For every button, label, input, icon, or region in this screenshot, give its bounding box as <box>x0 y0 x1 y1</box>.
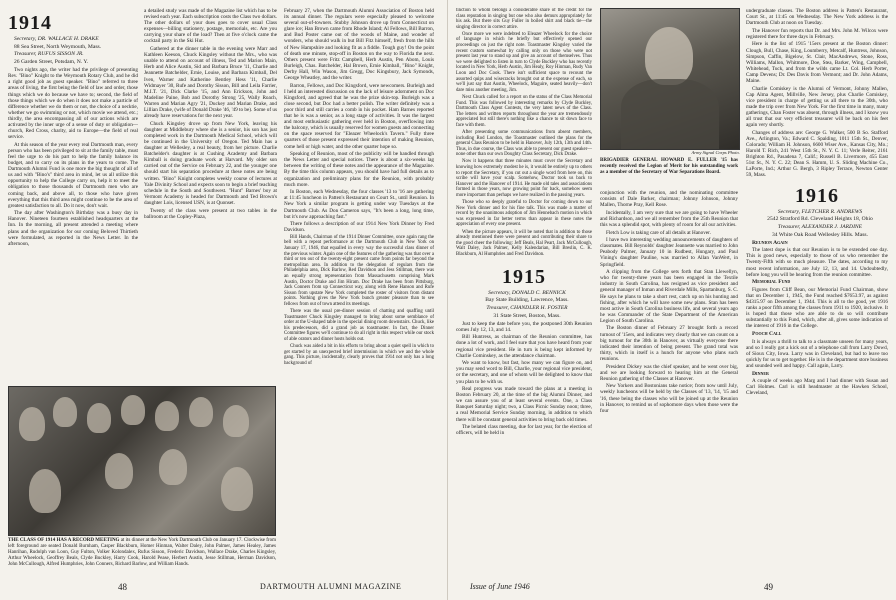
paragraph: Here is the list of 1915 '15ers present at the Boston dinner: Clough, Bull, Chase, King, Loumberry, Metcalf, Huntress, Johnson, Simpson, Caffin, Bigelow, St. Clair, MacAndrews, Stone, Ross, Williams, Mallon, Whitmore, Doe, Stea, Barker, Wing, Campbell, Whitehead, Tuck, and from the wilds came Lt. Col. Herb Porter, Camp Devens; Dr. Des Davis from Vermont; and Dr. John Adams, Maine. <box>746 41 888 85</box>
issue-date: Issue of June 1946 <box>470 582 530 591</box>
paragraph: The Boston dinner of February 27 brought forth a record turnout of '15ers, and indicates very clearly that we can count on a big turnout for the 30th in Hanover, as virtually everyone there indicated their intention of being present. The grand total was thirty, which in itself is a hunch for anyone who plans such reunions. <box>600 325 738 362</box>
page-number-right: 49 <box>764 582 773 592</box>
paragraph: President Dickey was the chief speaker, and he went over big, and we are looking forward to hearing him at the General Reunion gathering of the Classes at Hanover. <box>600 363 738 382</box>
page-number-left: 48 <box>118 582 127 592</box>
left-column-1 <box>8 8 138 380</box>
section-heading: Pooch Call <box>752 330 782 337</box>
paragraph: Now it happens that three minutes must cover the Secretary and knowing how extremely modest he is, it would be entirely up to others to report the Secretary, if you cut out a single word from here on, this scribe will have your scalp. Somehow, Doctor took us back to Hanover and the Hanover of 1914. He made old tales and associations formed in those years, now growing point for back, somehow seem more important than perhaps we have realized in the passing years. <box>456 159 592 198</box>
paragraph: After presenting some communications from absent members, including Rod London, the Toastmaster outlined the plans for the general Class Reunion to be held in Hanover, July 12th, 13th and 14th. Thus, in due course, the Class was able to present our guest speaker—none other than our own Doughty Class Secretary, Dick Drake. <box>456 129 592 158</box>
paragraph: Fletch Low is taking care of all details at Hanover. <box>606 229 711 236</box>
paragraph: I have two interesting wedding announcements of daughters of classmates. Bill Reynolds' daughter Jeannette was married to John Peabody Palmer, January 10 in Rudbest, Hungary, and Paul Vining's daughter Pauline, was married to Allan VanWert, in Springfield. <box>600 237 738 268</box>
photo-caption-1914 <box>8 538 276 568</box>
paragraph: Once more we were indebted to Eleazer Wheelock for the choice of language in which he briefly but effectively opened our proceedings on just the right note. Toastmaster Kingsley varied the recent custom somewhat by calling only on those who were not present last year to stand up and give an account of themselves. Thus we were delighted to listen in turn to Clyde Buckley who has recently located in New York, Herb Austin, Jim Healy, Roy Hinman, Rudy Van Loon and Doc Cook. There isn't sufficient space to recount the assorted quips and wisecracks brought out at the expense of each, so we'll just say that Austin, Wheelock, Maguire, seated heavily—don't dare miss another meeting, Jim. <box>456 31 592 93</box>
secretary-1915: Secretary, DONALD C. BENNICK <box>488 289 566 296</box>
paragraph: undergraduate classes. The Boston address is Patten's Restaurant, Court St., at 11:45 on Wednesday. The New York address is the Dartmouth Club at noon on Tuesday. <box>746 8 888 27</box>
secretary-address-1914: 88 Sea Street, North Weymouth, Mass. <box>14 43 102 50</box>
paragraph: Gathered at the dinner table in the evening were Marr and Kathleen Keeson, Chuck Kingsley without the Mrs., who was unable to attend on account of illness, Ted and Marion Main, Herb and Alice Austin, Sid and Barbara Bruce '11, Charlie and Jeannette Batchelder, Ernie, Louise, and Barbara Kimball, Del Iven, Warner and Katherine Bentley Hess '11, Charlie Widmayer '30, Rufe and Dorothy Sisson, Bill and Leila Farrier, M.I.T. '21, Dick Clarke '15, and Ann Erickson, John and Madeline Paine, Bob and Dorothy Strong '25, Wally Roach, Warren and Marian Agry '21, Duckey and Marian Drake, and Lillian Drake, (wife of Donald Drake '46, '49 to be). Some of us already have reservations for the next year. <box>144 46 277 120</box>
magazine-title: DARTMOUTH ALUMNI MAGAZINE <box>260 582 402 591</box>
paragraph: Barron, Fellows, and Doc Kingsford, were newcomers. Burleigh and I held an interested discussion on the lack of leisure adornment on Doc Kingsford, and agreed that he was the prize skin-top. Burleigh was a close second, but Doc had a better polish. The writer definitely was a poor third and still carries a comb in his pocket. Ham Barnes reported that he is was a senior, as a long stage of activities. It was the largest and most enthusiastic gathering ever held in Boston, overflowing into the balcony, which is usually reserved for women guests and connecting on the space reserved for "Eleazer Wheelock's Tavern." Fully three quarters of those present expressed their intention of making Reunion, come hell or high water, and the other quarter hope so. <box>284 82 434 150</box>
paragraph: There follows a description of our 1914 New York Dinner by Fred Davidson. <box>284 221 434 234</box>
treasurer-address-1915: 31 State Street, Boston, Mass. <box>493 312 561 319</box>
class-year-1916: 1916 <box>795 184 839 207</box>
paragraph: A couple of weeks ago Marg and I had dinner with Susan and Carl Holmes. Carl is still headmaster at the Hawken School, Cleveland, <box>746 378 888 397</box>
paragraph: In Boston, each Wednesday, the four classes '13 to '16 are gathering at 11:45 luncheon in Patten's Restaurant on Court St., until Reunion. In New York a similar program is getting under way Tuesdays at the Dartmouth Club. As Don Cameron says, "It's been a long, long time, but it's now approaching fast." <box>284 189 434 220</box>
section-heading: Memorial Fund <box>752 279 791 286</box>
paragraph: conjunction with the reunion, and the nominating committee consists of Dale Barker, chairman; Johnny Johnson, Johnny Mallen, Thorne Pray, Kell Rose. <box>600 190 738 209</box>
secretary-address-1915: Bay State Building, Lawrence, Mass. <box>485 297 569 304</box>
right-column-3 <box>746 8 888 576</box>
paragraph: Bill Hands, Chairman of the 1914 Dinner Committee, once again rang the bell with a repeat performance at the Dartmouth Club in New York on January 17, 1946, that equalled in every way the successful class dinner of the previous winter. Again one of the features of the gathering was that over a third or ten out of the twenty-eight present came from points far beyond the metropolitan area. In addition to the delegation of regulars from the Philadelphia area, Dick Barlow, Red Davidson and Jess Stillman, there was an equally strong representation from Massachusetts comprising Mark Austin, Doctor Drake and Jim Hiram. Doc Drake has been from Pittsburg, Jack Conners from up Connecticut way, along with Rene Hanson and Rufe Sisson from upstate New York completed the roster of visitors from distant points. Nothing gives the New York bunch greater pleasure than to see fellows from out of town attend its meetings. <box>284 234 434 307</box>
treasurer-address-1914: 26 Garden Street, Potsdam, N. Y. <box>14 59 89 66</box>
class-year-1914: 1914 <box>8 12 52 34</box>
paragraph: Figures from Cliff Bean, our Memorial Fund Chairman, show that on December 1, 1945, the Fund reached $7653.97, as against $4315.97 on December 1, 1944. This is all to the good, yet 1916 ranks a poor fifth among the classes from 1911 to 1920, inclusive. It is hoped that those who are able to do so will contribute substantially to this Fund, which, after all, gives some indication of the interest of 1916 in the College. <box>746 286 888 330</box>
paragraph: Just to keep the date before you, the postponed 30th Reunion comes July 12, 13, and 14. <box>456 320 592 333</box>
photo-credit: Army Signal Corps Photo. <box>691 150 740 155</box>
class-year-1915: 1915 <box>502 265 546 288</box>
class-1914-dinner-photo <box>8 386 276 536</box>
paragraph: Bill Huntress, as chairman of the Reunion committee, has done a lot of work, and I feel sure that you have heard from your regional vice president. He in turn is being kept informed by Charlie Cominskey, as the attendance chairman. <box>456 334 592 359</box>
paragraph: Changes of address are: George G. Walker, 500 B So. Stafford Ave., Arlington, Va.; Edward C. Spalding, 1011 15th St., Denver, Colorado; William H. Johnson, 6600 Wiser Ave., Kansas City, Mo.; Harold T. Rich, 241 West 15th St., N. Y. C. 11; Verle Reiter, 2161 Brighton Rd., Pasadena 7, Calif.; Russell B. Livermore, 455 East 51st St., N. Y. C. 22; Dean S. Hamm, U. S. Sliding Machine Co., LaPorte, Ind.; Arthur G. Bergh, 3 Ripley Terrace, Newton Center 59, Mass. <box>746 129 888 179</box>
paragraph: We want to know, but fast, how many we can figure on, and you may send word to Bill, Charlie, your regional vice president, or the secretary, and one of whom will be delighted to know that you plan to be with us. <box>456 360 592 385</box>
secretary-address-1916: 2542 Stratford Rd. Cleveland Heights 18, Ohio <box>767 216 873 223</box>
paragraph: Chuck was aided a bit in his efforts to bring about a quiet spell in which to get started by an unexpected brief intermission in which we and the whole gang. This picture, incidentally, clearly proves that 1914 not only has a long background of <box>284 344 434 366</box>
paragraph: a detailed study was made of the Magazine list which has to be revised each year. Each subscription costs the Class two dollars. The other dollars of your dues goes to cover usual Class expenses—billing stationery, postage, memorials, etc. Are you carrying your share of the load? Then at five o'clock came the cocktail party in the Ski Hut. <box>144 8 277 45</box>
secretary-1914: Secretary, DR. WALLACE H. DRAKE <box>14 36 99 42</box>
right-page <box>448 0 896 600</box>
paragraph: Next Chuck called for a report on the status of the Class Memorial Fund. This was followed by interesting remarks by Clyde Buckley, Dartmouth Class Agent Contests, the very latest news of the Class. The letters and written reports throughout the year are tremendously appreciated but still there's nothing like a chance to sit down face to face with them. <box>456 94 592 128</box>
section-heading: Dinner <box>752 370 769 377</box>
treasurer-address-1916: 34 White Oak Road Wellesley Hills. Mass. <box>772 231 868 238</box>
paragraph: A clipping from the College sets forth that Stan Llewellyn, who for twenty-three years has been engaged in the Textile industry in South Carolina, has resigned as vice president and general manager of Inman and Riverdale Mills, Spartanburg, S. C. He says he plans to take a short rest, catch up on his hunting and fishing, after which he will have some new plans. Stan has been most active in South Carolina business life, and several years ago he was Commander of the State Department of the American Legion of South Carolina. <box>600 269 738 324</box>
paragraph: Speaking of Reunion, most of the publicity will be handled through the News Letter and special notices. There is about a six-weeks lag between the writing of these notes and the appearance of the Magazine. By the time this column appears, you should have had full details as to organization and preliminary plans for the Reunion, with probably much more. <box>284 151 434 188</box>
right-column-2 <box>600 190 738 576</box>
left-column-2 <box>144 8 277 380</box>
paragraph: The latest dope is that our Reunion is to be extended one day. This is good news, especially to those of us who remember the Twenty-Fifth with so much pleasure. The dates, according to my most recent information, are July 12, 13, and 14. Undoubtedly, before long you will be hearing from the reunion committee. <box>746 247 888 278</box>
caption-heading: THE CLASS OF 1914 HAS A RECORD MEETING <box>8 538 120 543</box>
paragraph: Incidentally, I am very sure that we are going to have Wheeler and Richardson, and we all remember from the 25th Reunion that this was a splendid spot, with plenty of room for all our activities. <box>600 209 738 228</box>
treasurer-1914: Treasurer, RUFUS SISSON JR. <box>14 51 84 58</box>
caption-text: at its dinner at the New York Dartmouth Club on January 17. Clockwise from left foreground are seated Donald Burnham, Casper Blackburn, Homer Hinman, Walter Daley, John Palmer, James Healey, James Hanrihan, Rudolph van Loon, Guy Fulton, Volker Kolondalex, Rufus Sisson, Frederic Davidson, Wallace Drake, Charles Kingsley, Arthur Wheelock, Geoffrey Beals, Clyde Buckley, Harry Cook, Harold Pease, Herbert Austin, Jesse Stillman, Herman Davidson, John McCullough, Alfred Humphries, John Conners, Richard Barlow, and William Hands. <box>8 538 276 567</box>
right-column-1 <box>456 8 592 576</box>
paragraph: tinction to whom belongs a considerable share of the credit for the class reputation in singing but one who also demurs appropriately for his ask. But there sits Guy Fuller in boiled shirt and black tie—the singing director in correct attire. <box>456 8 592 30</box>
paragraph: Charlie Comiskey is the Alumni of Vermont, Johnny Mallen, Cap Alma Agent, Millville, New Jersey, plus Charlie Comiskey, vice president in charge of getting us all there to the 30th, who made the trip over from New York. For the first time in many, many gatherings, Chan Foster was absent, through illness, and I know you all trust that our very efficient treasurer will be back on his feet again very shortly. <box>746 85 888 129</box>
paragraph: It is always a thrill to talk to a classmate unseen for many years, and so I really got a kick out of a telephone call from Larry Dowd, of Sioux City, Iowa. Larry was in Cleveland, but had to leave too quickly for us to get together. He is in the department store business and sounded well and happy. Call again, Larry. <box>746 338 888 369</box>
treasurer-1916: Treasurer, ALEXANDER J. JARDINE <box>777 223 863 230</box>
paragraph: Those who so deeply grateful to Doctor for coming down to our New York dinner and for his fine talk. This was made a matter of record by the unanimous adoption of Jim Hennebach motion in which was expressed in far better terms than appear in these notes the appreciation of every one present. <box>456 200 592 228</box>
paragraph: The Hanover fun reports that Dr. and Mrs. John M. Wilcox were registered there for three days in February. <box>746 27 888 40</box>
paragraph: Twenty of the class were present at two tables in the ballroom at the Copley-Plaza, <box>144 207 277 220</box>
photo-caption-fuller: BRIGADIER GENERAL HOWARD E. FULLER '15 has recently received the Legion of Merit for his outstanding work as a member of the Secretary of War Separations Board. <box>600 158 738 175</box>
paragraph: Real progress was made toward the plans at a meeting in Boston February 20, at the time of the big Alumni Dinner, and we can assure you of at least several events. One, a Class Banquet Saturday night; two, a Class Picnic Sunday noon; three, a real Memorial Service Sunday morning, in addition to which there will be constant general activities to bring back old times. <box>456 386 592 423</box>
paragraph: The belated class meeting, due for last year, for the election of officers, will be held in <box>456 424 592 437</box>
paragraph: At this season of the year every real Dartmouth man, every person who has been privileged to sit at the family table, must feel the urge to do his part to help the family balance its budget, and to carry on its plans in the years to come. The Dartmouth Alumni Fund is one more the big thought of all of us and with "Bino's" third area in mind, let us all utilize this opportunity to help the College carry on, help it to meet the obligation to those thousands of Dartmouth men who are coming back, and above all, to those who have given everything that this third area might continue to be the area of greatest satisfaction to all. Do it now, don't wait. <box>8 141 138 209</box>
paragraph: The day after Washington's Birthday was a busy day in Hanover. Nineteen fourteen established headquarters at the Inn. In the morning, all present attended a meeting where plans and the organization for our coming Beloved Thirtieth were formulated, as reported in the News Letter. In the afternoon, <box>8 210 138 247</box>
paragraph: New Yorkers and Bostonians take notice; from now until July, weekly luncheons will be held by the Classes of '13, '14, '15 and '16, these being the classes who will be joined up at the Reunion in Hanover, to remind us of sophomore days when those were the four <box>600 383 738 414</box>
paragraph: Two nights ago, the writer had the privilege of presenting Rev. "Bino" Knight to the Weymouth Rotary Club, and he did a right good job as guest speaker. "Bino" referred to three areas of living, the first being the field of law and order, those things which we do because we have to; second, the field of those things which we do when it does not make a particle of difference whether we do them or not, the choice of a necktie, whether we go swimming or not, which movie we attend, etc.; thirdly, the area encompassing all of our actions which are activated by the inner urge of a sense of duty or obligation—church, Red Cross, charity, aid to Europe—the field of real service. <box>8 67 138 141</box>
section-heading: Reunion Again <box>752 239 788 246</box>
treasurer-1915: Treasurer, CHANDLER H. FOSTER <box>486 304 568 311</box>
general-fuller-portrait <box>600 8 740 150</box>
paragraph: There was the usual pre-dinner session of chatting and quaffing until Toastmaster Chuck Kingsley managed to bring about some semblance of order at the U-shaped table in the special dining room downstairs. Chuck, like his predecessors, did a grand job as toastmaster. In fact, the Dinner Committee figures we'll continue to do all right in this respect while our stock of able orators and dinner hosts holds out. <box>284 309 434 343</box>
paragraph: When the picture appears, it will be noted that in addition to those already mentioned there were present and contributing their share to the good cheer the following: Jeff Beals, Hal Peart, Jack McCullough, Walt Daley, Jack Palmer, Kelly Kalendarian, Bill Breslin, C. K. Blackburn, Al Humphries and Fred Davidson. <box>456 229 592 257</box>
paragraph: February 27, when the Dartmouth Alumni Association of Boston held its annual dinner. The regulars were especially pleased to welcome several out-of-towners. Stubby Johnson drove up from Connecticut on glare ice; Han Brown came from Rhode Island; Al Fellows, Bill Barron, and Bud Poster came out of the woods of Maine, and wonder of wonders, who should walk in but Bill Fitz himself, fresh from the hills of New Hampshire and looking fit as a fiddle. Tough guy! On the point of death one minute, stop-off in Boston on the way to Florida the next. Others present were Fritz Campbell, Herb Austin, Pen Abom, Louis Burleigh, Chas. Batchelder, Hal Brown, Ernie Kimball, "Bino" Knight, Derby Hall, Win Wason, Jim Gregg, Doc Kingsbury, Jack Symonds, George Wheatley, and the writer. <box>284 8 434 82</box>
left-column-3 <box>284 8 434 576</box>
paragraph: Chuck Kingsley drove up from New York, leaving his daughter at Middlebury where she is a senior, his son has just completed work in the Dartmouth Medical School, which will be continued in the University of Oregon. Ted Main has a daughter at Wellesley, a real beauty, from her picture. Charlie Batchelder's daughter is at Cushing Academy and Barbara Kimball is doing graduate work at Harvard. My older son carried out of the Service on February 22, and the younger one should start his separation procedure at these notes are being written. "Bino" Knight completes weekly course of lectures at Yale Divinity School and expects soon to begin a brief teaching schedule in the South and Southwest. "Hunt" Barnes' boy at Vermont Academy is headed for Dartmouth and Ted Brown's daughter Lois, licensed USN, is at Quonset. <box>144 120 277 206</box>
secretary-1916: Secretary, FLETCHER R. ANDREWS <box>777 208 863 215</box>
